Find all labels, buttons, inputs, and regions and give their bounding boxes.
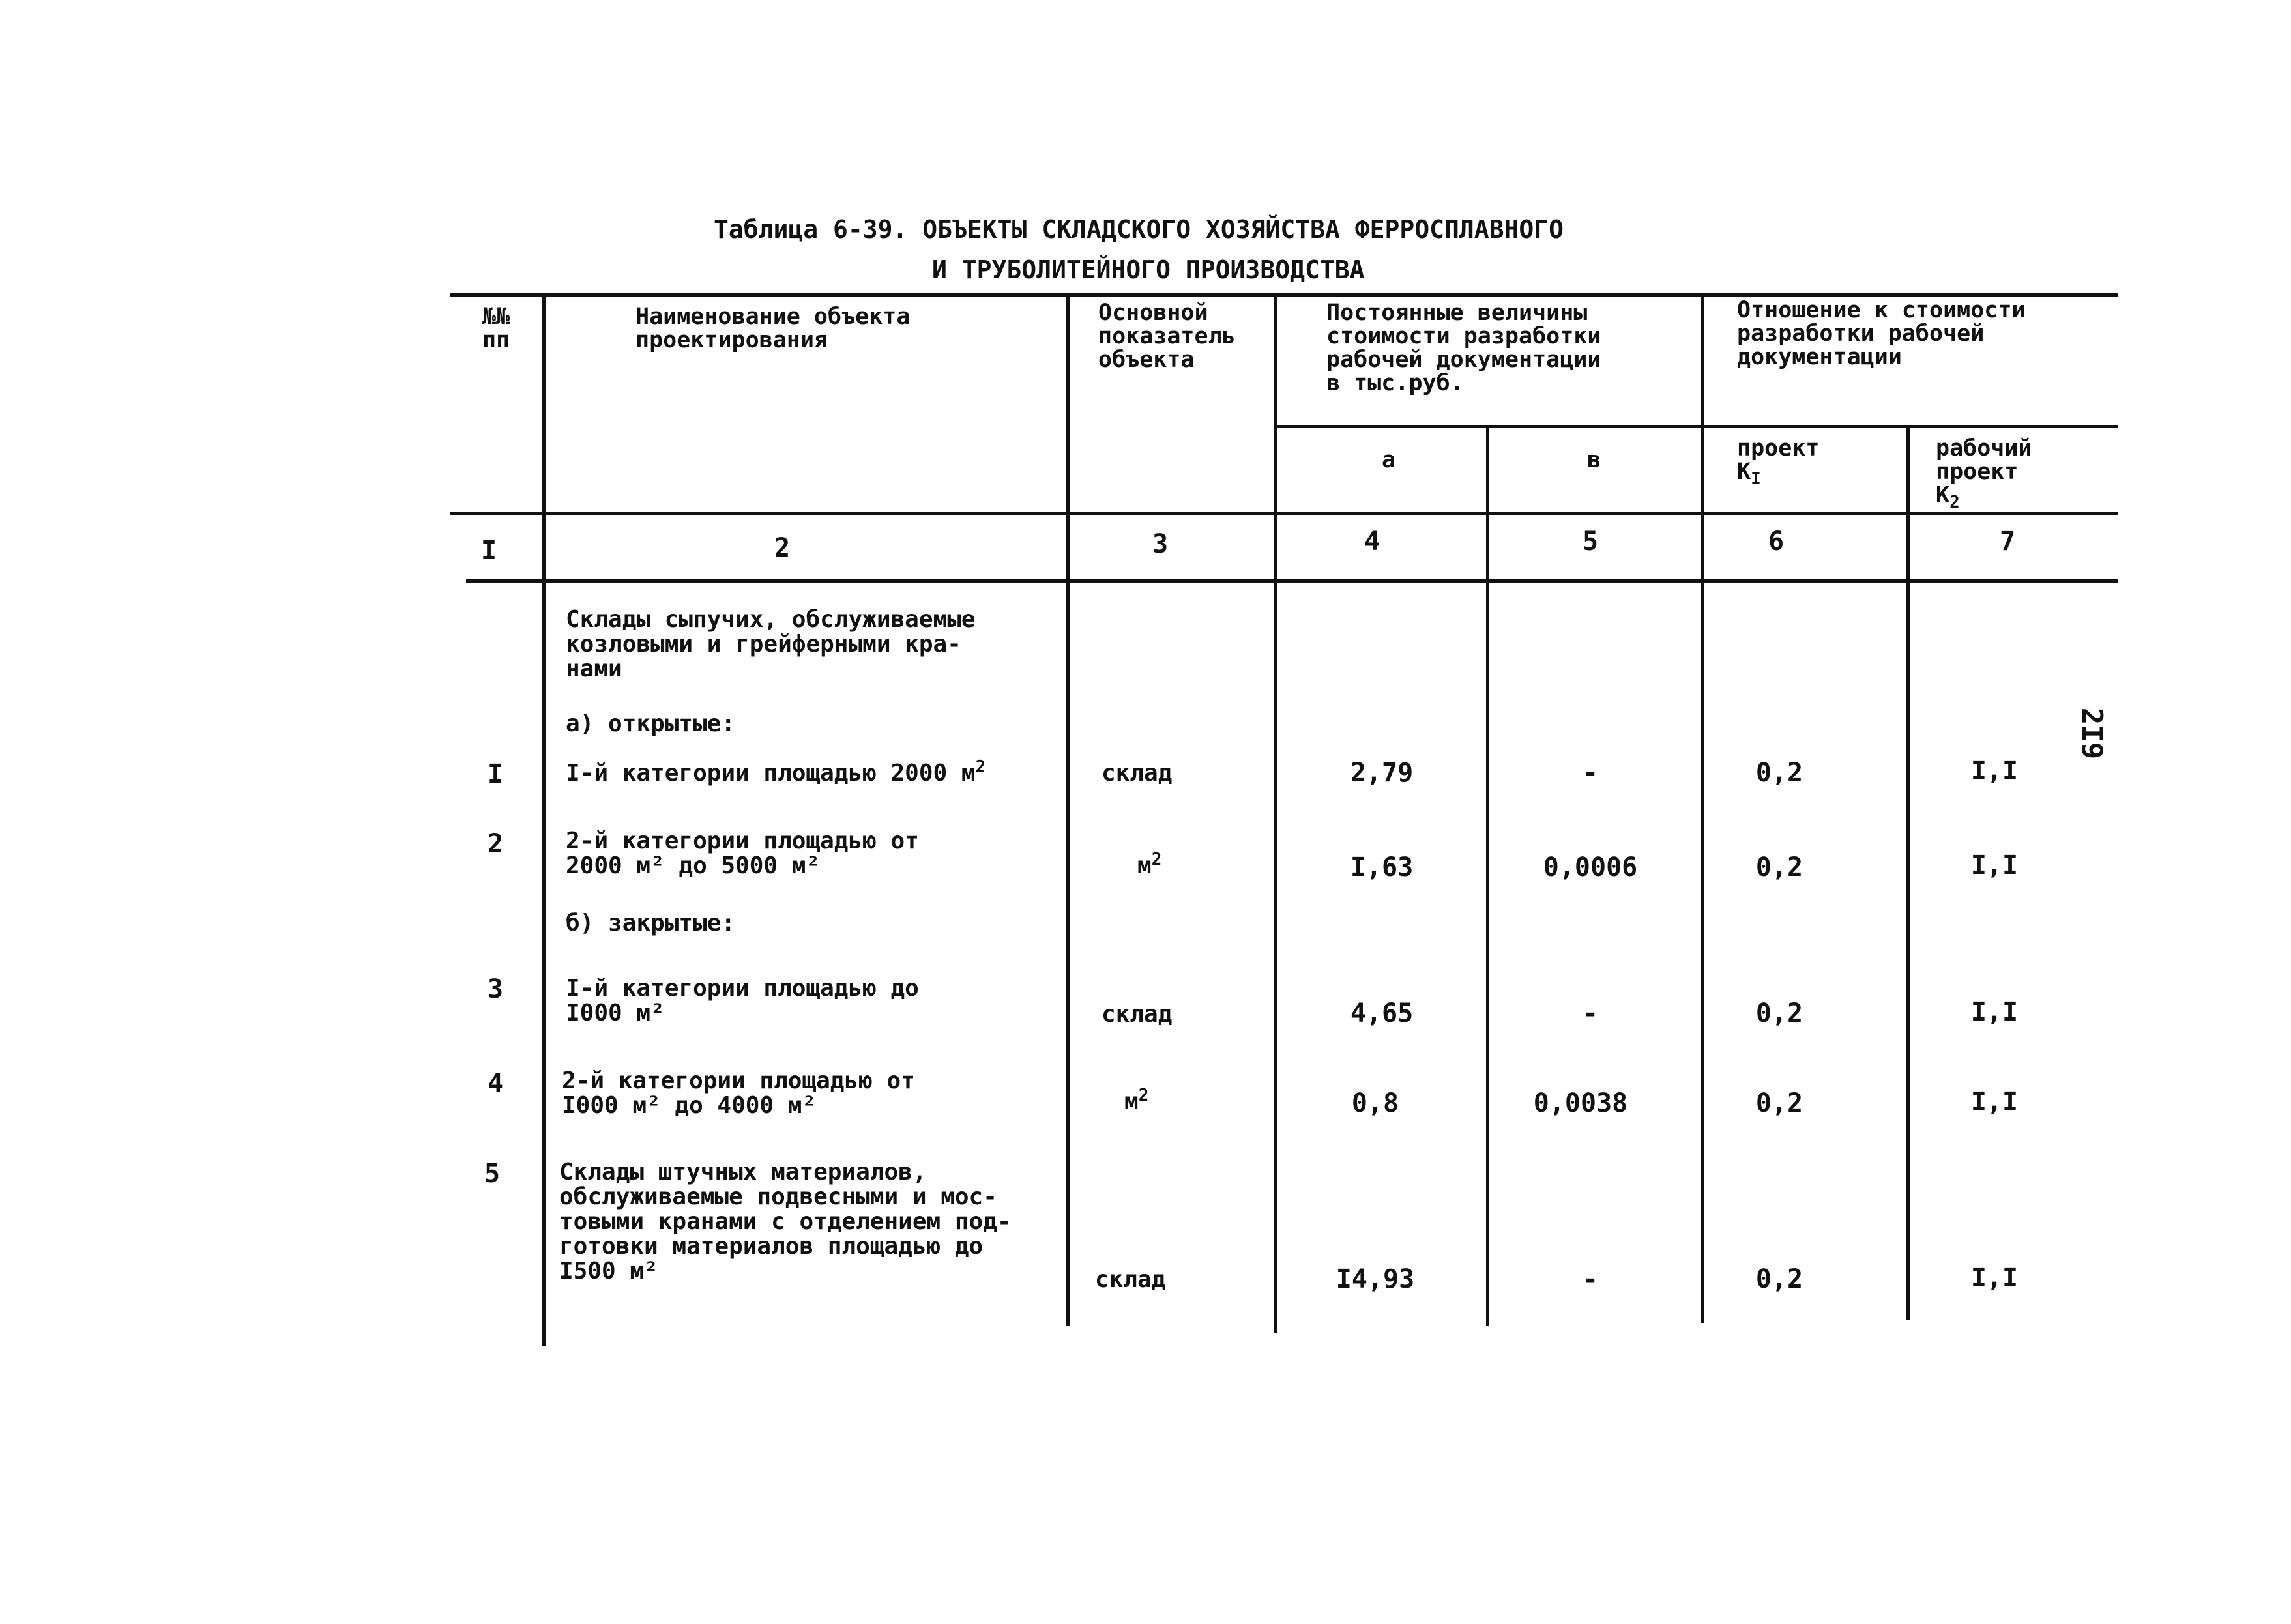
col-number-7: 7 xyxy=(1999,527,2016,557)
col-number-3: 3 xyxy=(1152,529,1169,559)
row-3-a: 4,65 xyxy=(1350,998,1414,1028)
row-1-num: I xyxy=(487,759,504,789)
row-2-b: 0,0006 xyxy=(1543,852,1638,882)
row-3-indicator: склад xyxy=(1102,1001,1173,1028)
group-title-bulk-warehouses: Склады сыпучих, обслуживаемые козловыми и грейферными кра- нами xyxy=(566,606,976,682)
col-number-2: 2 xyxy=(774,533,791,563)
header-col-ratio: Отношение к стоимости разработки рабочей документации xyxy=(1737,297,2026,370)
row-5-indicator: склад xyxy=(1095,1266,1166,1293)
header-col-num: №№ пп xyxy=(482,304,510,353)
col-number-4: 4 xyxy=(1364,527,1380,557)
page-number: 2I9 xyxy=(2075,707,2109,760)
row-5-num: 5 xyxy=(484,1159,501,1189)
row-3-num: 3 xyxy=(487,974,504,1004)
colnum-bottom-rule xyxy=(466,579,2118,583)
row-5-k2: I,I xyxy=(1970,1263,2019,1293)
row-2-k2: I,I xyxy=(1970,850,2019,880)
row-2-name: 2-й категории площадью от 2000 м² до 5000 м² xyxy=(566,828,919,879)
row-3-k2: I,I xyxy=(1970,997,2019,1027)
row-4-indicator: $м^2$ xyxy=(1124,1086,1149,1115)
table-title-line1: Таблица 6-39. ОБЪЕКТЫ СКЛАДСКОГО ХОЗЯЙСТВА ФЕРРОСПЛАВНОГО xyxy=(714,215,1564,244)
row-2-num: 2 xyxy=(487,829,504,859)
row-5-b: - xyxy=(1582,1264,1599,1294)
row-4-k1: 0,2 xyxy=(1755,1088,1803,1118)
row-3-b: - xyxy=(1582,998,1599,1028)
row-5-a: I4,93 xyxy=(1335,1264,1415,1294)
header-bottom-rule xyxy=(450,512,2118,515)
header-col-constant-values: Постоянные величины стоимости разработки рабочей документации в тыс.руб. xyxy=(1326,300,1601,396)
col-number-6: 6 xyxy=(1768,527,1785,557)
header-col-a: а xyxy=(1382,447,1396,473)
col-divider-3 xyxy=(1274,297,1277,1333)
header-col-name: Наименование объекта проектирования xyxy=(635,304,911,353)
row-1-indicator: склад xyxy=(1102,760,1173,787)
row-1-name: I-й категории площадью 2000 $м^2$ xyxy=(566,757,986,787)
col-number-5: 5 xyxy=(1582,527,1599,557)
col-divider-1 xyxy=(542,297,546,1346)
row-1-k2: I,I xyxy=(1970,756,2019,786)
row-2-a: I,63 xyxy=(1350,852,1414,882)
row-3-k1: 0,2 xyxy=(1755,998,1803,1028)
header-col-k1: проект $К_I$ xyxy=(1737,435,1820,489)
header-sub-rule xyxy=(1274,425,2118,428)
col-divider-2 xyxy=(1066,297,1070,1326)
row-4-k2: I,I xyxy=(1970,1087,2019,1117)
row-1-k1: 0,2 xyxy=(1755,758,1803,788)
row-3-name: I-й категории площадью до I000 м² xyxy=(566,975,919,1026)
header-col-indicator: Основной показатель объекта xyxy=(1098,300,1236,373)
row-4-num: 4 xyxy=(487,1069,504,1099)
group-subtitle-open: а) открытые: xyxy=(566,710,736,737)
header-col-b: в xyxy=(1587,447,1601,473)
row-1-b: - xyxy=(1582,758,1599,788)
row-1-a: 2,79 xyxy=(1350,758,1414,788)
row-2-indicator: $м^2$ xyxy=(1137,850,1162,879)
row-5-name: Склады штучных материалов, обслуживаемые подвесными и мос- товыми кранами с отделением под- готовки материалов площадью до I500 м² xyxy=(559,1159,1012,1284)
header-col-k2: рабочий проект $К_2$ xyxy=(1936,435,2032,512)
row-4-name: 2-й категории площадью от I000 м² до 4000 м² xyxy=(562,1067,915,1119)
col-number-1: I xyxy=(480,536,497,566)
row-5-k1: 0,2 xyxy=(1755,1264,1803,1294)
row-2-k1: 0,2 xyxy=(1755,852,1803,882)
group-subtitle-closed: б) закрытые: xyxy=(566,910,736,936)
col-divider-4 xyxy=(1486,427,1489,1326)
table-title-line2: И ТРУБОЛИТЕЙНОГО ПРОИЗВОДСТВА xyxy=(932,255,1365,284)
row-4-a: 0,8 xyxy=(1351,1088,1399,1118)
row-4-b: 0,0038 xyxy=(1533,1088,1628,1118)
col-divider-6 xyxy=(1906,427,1910,1320)
col-divider-5 xyxy=(1701,297,1704,1323)
